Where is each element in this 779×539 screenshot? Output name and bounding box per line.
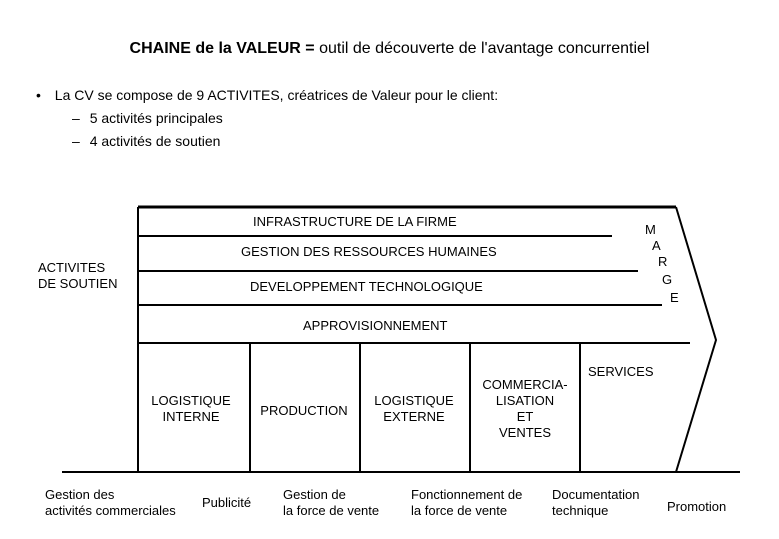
fonctionnement-line2: la force de vente bbox=[411, 503, 508, 518]
support-infrastructure: INFRASTRUCTURE DE LA FIRME bbox=[253, 214, 457, 229]
marge-letter-a: A bbox=[652, 238, 661, 253]
bottom-gestion-force bbox=[283, 487, 379, 519]
bottom-gestion-activites bbox=[45, 487, 176, 519]
primary-logistique-externe bbox=[362, 393, 466, 425]
marge-chevron bbox=[676, 207, 716, 472]
marge-letter-g: G bbox=[662, 272, 673, 287]
support-label bbox=[38, 260, 117, 292]
log-interne-line2: INTERNE bbox=[162, 409, 220, 424]
page-title bbox=[0, 40, 779, 58]
marge-letter-e: E bbox=[670, 290, 679, 305]
commercia-line2: LISATION bbox=[495, 393, 555, 408]
commercia-line1: COMMERCIA- bbox=[482, 377, 568, 392]
commercia-line4: VENTES bbox=[498, 425, 551, 440]
log-interne-line1: LOGISTIQUE bbox=[151, 393, 231, 408]
primary-commercialisation bbox=[470, 377, 580, 441]
primary-production: PRODUCTION bbox=[260, 403, 348, 418]
support-approvisionnement: APPROVISIONNEMENT bbox=[303, 318, 448, 333]
support-grh: GESTION DES RESSOURCES HUMAINES bbox=[241, 244, 497, 259]
bullet-sub-1 bbox=[72, 110, 223, 126]
primary-services: SERVICES bbox=[588, 364, 654, 379]
marge-letter-r: R bbox=[658, 254, 668, 269]
log-externe-line1: LOGISTIQUE bbox=[374, 393, 454, 408]
gestion-force-line2: la force de vente bbox=[283, 503, 380, 518]
primary-logistique-interne bbox=[140, 393, 242, 425]
dash-glyph-1: – bbox=[72, 110, 80, 126]
bullet-main bbox=[36, 87, 498, 103]
commercia-line3: ET bbox=[516, 409, 534, 424]
bottom-promotion: Promotion bbox=[667, 499, 727, 514]
gestion-activites-line1: Gestion des bbox=[45, 487, 115, 502]
support-label-line1: ACTIVITES bbox=[38, 260, 106, 275]
fonctionnement-line1: Fonctionnement de bbox=[411, 487, 523, 502]
gestion-activites-line2: activités commerciales bbox=[45, 503, 176, 518]
title-bold: CHAINE de la VALEUR = bbox=[129, 40, 315, 57]
bullet-sub-2-text: 4 activités de soutien bbox=[89, 133, 221, 149]
bullet-sub-2 bbox=[72, 133, 220, 149]
dash-glyph-2: – bbox=[72, 133, 80, 149]
marge-letter-m: M bbox=[645, 222, 656, 237]
bottom-publicite: Publicité bbox=[202, 495, 252, 510]
documentation-line1: Documentation bbox=[552, 487, 640, 502]
bullet-main-text: La CV se compose de 9 ACTIVITES, créatrices de Valeur pour le client: bbox=[54, 87, 499, 103]
bottom-fonctionnement bbox=[411, 487, 522, 519]
support-label-line2: DE SOUTIEN bbox=[38, 276, 118, 291]
bullet-sub-1-text: 5 activités principales bbox=[89, 110, 223, 126]
gestion-force-line1: Gestion de bbox=[283, 487, 346, 502]
bullet-glyph: • bbox=[36, 87, 41, 103]
bottom-documentation bbox=[552, 487, 639, 519]
support-dev-tech: DEVELOPPEMENT TECHNOLOGIQUE bbox=[250, 279, 483, 294]
documentation-line2: technique bbox=[552, 503, 609, 518]
log-externe-line2: EXTERNE bbox=[383, 409, 445, 424]
title-rest: outil de découverte de l'avantage concurrentiel bbox=[314, 40, 650, 57]
